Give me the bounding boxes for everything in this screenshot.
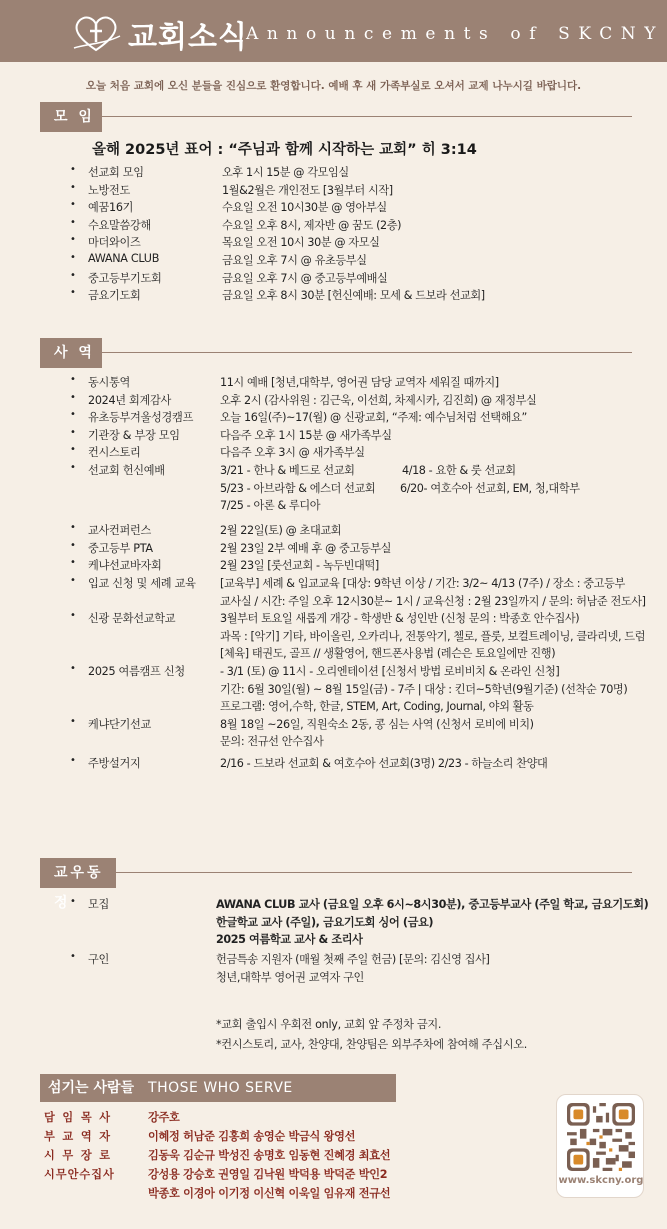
list-item bbox=[70, 575, 660, 593]
item-value: 프로그램: 영어,수학, 한글, STEM, Art, Coding, Journal, 야외 활동 bbox=[220, 700, 534, 714]
item-value: 3월부터 토요일 새롭게 개강 - 학생반 & 성인반 (신청 문의 : 박종호 안수집사) bbox=[220, 612, 580, 626]
item-value: 청년,대학부 영어권 교역자 구인 bbox=[216, 970, 364, 984]
serve-row bbox=[44, 1147, 564, 1166]
item-value: 다음주 오후 1시 15분 @ 새가족부실 bbox=[220, 428, 392, 442]
bullet-icon: • bbox=[70, 287, 76, 299]
list-item bbox=[70, 733, 660, 755]
item-label: 신광 문화선교학교 bbox=[88, 612, 176, 626]
list-item bbox=[70, 199, 660, 217]
list-item bbox=[70, 896, 660, 914]
serve-names: 박종호 이경아 이기정 이신혁 이욱일 임유재 전규선 bbox=[148, 1187, 391, 1200]
list-item bbox=[70, 969, 660, 987]
bullet-icon: • bbox=[70, 444, 76, 456]
bullet-icon: • bbox=[70, 522, 76, 534]
bullet-icon: • bbox=[70, 610, 76, 622]
year-verse: 올해 2025년 표어 : “주님과 함께 시작하는 교회” 히 3:14 bbox=[92, 142, 477, 158]
item-label: AWANA CLUB bbox=[88, 251, 160, 265]
section-divider bbox=[102, 116, 632, 117]
list-item bbox=[70, 628, 660, 646]
bullet-icon: • bbox=[70, 216, 76, 228]
serve-title: 섬기는 사람들 bbox=[48, 1080, 135, 1096]
item-label: 유초등부겨울성경캠프 bbox=[88, 411, 194, 425]
item-value: 2월 22일(토) @ 초대교회 bbox=[220, 524, 342, 538]
item-value: 금요일 오후 7시 @ 중고등부예배실 bbox=[222, 271, 388, 285]
item-value: 수요일 오후 8시, 제자반 @ 꿈도 (2층) bbox=[222, 218, 402, 232]
item-value: 2/16 - 드보라 선교회 & 여호수아 선교회(3명) 2/23 - 하늘소리 찬양대 bbox=[220, 757, 548, 771]
item-value: 목요일 오전 10시 30분 @ 자모실 bbox=[222, 236, 380, 250]
section-title-ministry: 사 역 bbox=[40, 338, 102, 368]
item-value: 2025 여름학교 교사 & 조리사 bbox=[216, 933, 363, 947]
item-value: 7/25 - 아론 & 루디아 bbox=[220, 499, 321, 513]
item-value: 오후 1시 15분 @ 각모임실 bbox=[222, 166, 349, 179]
item-value: 1월&2월은 개인전도 [3월부터 시작] bbox=[222, 183, 393, 197]
item-label: 컨시스토리 bbox=[88, 446, 141, 460]
bullet-icon: • bbox=[70, 409, 76, 421]
list-item bbox=[70, 392, 660, 410]
item-value: 기간: 6월 30일(월) ~ 8월 15일(금) - 7주 | 대상 : 킨더~5학년(9월기준) (선착순 70명) bbox=[220, 682, 628, 696]
list-item bbox=[70, 234, 660, 252]
section-title-members: 교우동정 bbox=[40, 858, 116, 888]
bullet-icon: • bbox=[70, 199, 76, 211]
item-value: [체육] 태권도, 골프 // 생활영어, 핸드폰사용법 (레슨은 토요일에만 진행) bbox=[220, 647, 556, 661]
item-value: 11시 예배 [청년,대학부, 영어권 담당 교역자 세워질 때까지] bbox=[220, 376, 499, 389]
list-item bbox=[70, 593, 660, 611]
bullet-icon: • bbox=[70, 896, 76, 907]
list-item bbox=[70, 951, 660, 969]
section-title-meetings: 모 임 bbox=[40, 102, 102, 132]
list-item bbox=[70, 182, 660, 200]
item-label: 예꿈16기 bbox=[88, 201, 134, 215]
serve-row bbox=[44, 1109, 564, 1128]
list-item bbox=[70, 462, 660, 480]
item-value: 2월 23일 2부 예배 후 @ 중고등부실 bbox=[220, 541, 392, 555]
serve-row bbox=[44, 1185, 564, 1204]
bullet-icon: • bbox=[70, 164, 76, 175]
item-value: 교사실 / 시간: 주일 오후 12시30분~ 1시 / 교육신청 : 2월 23일까지 / 문의: 허남준 전도사] bbox=[220, 594, 646, 608]
serve-header bbox=[40, 1074, 396, 1102]
bullet-icon: • bbox=[70, 715, 76, 727]
list-item bbox=[70, 663, 660, 681]
serve-names: 김동욱 김순규 박성진 송명호 임동현 진혜경 최효선 bbox=[148, 1149, 391, 1162]
list-item bbox=[70, 287, 660, 305]
item-value: 3/21 - 한나 & 베드로 선교회 bbox=[220, 463, 355, 477]
banner-subtitle: Announcements of SKCNY bbox=[246, 24, 665, 44]
item-label: 구인 bbox=[88, 953, 110, 967]
bullet-icon: • bbox=[70, 755, 76, 767]
item-label: 선교회 모임 bbox=[88, 166, 144, 179]
list-item bbox=[70, 557, 660, 575]
item-label: 마더와이즈 bbox=[88, 236, 141, 250]
item-label: 중고등부기도회 bbox=[88, 271, 162, 285]
bullet-icon: • bbox=[70, 951, 76, 963]
welcome-message: 오늘 처음 교회에 오신 분들을 진심으로 환영합니다. 예배 후 새 가족부실로 오셔서 교제 나누시길 바랍니다. bbox=[85, 80, 582, 92]
bullet-icon: • bbox=[70, 574, 76, 586]
list-item bbox=[70, 217, 660, 235]
ministry-list bbox=[70, 374, 660, 773]
item-label: 주방설거지 bbox=[88, 757, 141, 771]
serve-title-en: THOSE WHO SERVE bbox=[148, 1080, 293, 1096]
section-divider bbox=[102, 352, 632, 353]
item-value: 수요일 오전 10시30분 @ 영아부실 bbox=[222, 201, 387, 215]
list-item bbox=[70, 522, 660, 540]
item-label: 케냐선교바자회 bbox=[88, 559, 162, 573]
bullet-icon: • bbox=[70, 269, 76, 281]
item-label: 노방전도 bbox=[88, 183, 131, 197]
item-value: 헌금특송 지원자 (매월 첫째 주일 헌금) [문의: 김신영 집사] bbox=[216, 953, 490, 967]
bullet-icon: • bbox=[70, 426, 76, 438]
item-label: 수요말씀강해 bbox=[88, 218, 152, 232]
item-label: 입교 신청 및 세례 교육 bbox=[88, 576, 196, 590]
members-list bbox=[70, 896, 660, 986]
item-label: 2024년 회계감사 bbox=[88, 393, 172, 407]
qr-code-icon[interactable] bbox=[567, 1103, 635, 1171]
header-banner bbox=[0, 0, 667, 62]
item-value: 한글학교 교사 (주일), 금요기도회 싱어 (금요) bbox=[216, 915, 434, 929]
list-item bbox=[70, 931, 660, 951]
item-value: AWANA CLUB 교사 (금요일 오후 6시~8시30분), 중고등부교사 (주일 학교, 금요기도회) bbox=[216, 898, 649, 911]
item-value: 다음주 오후 3시 @ 새가족부실 bbox=[220, 446, 365, 460]
serve-row bbox=[44, 1166, 564, 1185]
serve-names: 이혜정 허남준 김홍희 송영순 박금식 왕영선 bbox=[148, 1130, 356, 1143]
bullet-icon: • bbox=[70, 251, 76, 263]
item-value: 5/23 - 아브라함 & 에스더 선교회 bbox=[220, 481, 376, 495]
item-label: 동시통역 bbox=[88, 376, 131, 389]
serve-names: 강주호 bbox=[148, 1111, 180, 1124]
list-item bbox=[70, 716, 660, 734]
bullet-icon: • bbox=[70, 539, 76, 551]
item-label: 교사컨퍼런스 bbox=[88, 524, 152, 538]
item-value: 2월 23일 [룻선교회 - 녹두빈대떡] bbox=[220, 559, 379, 573]
list-item bbox=[70, 914, 660, 932]
list-item bbox=[70, 270, 660, 288]
item-label: 기관장 & 부장 모임 bbox=[88, 428, 180, 442]
list-item bbox=[70, 698, 660, 716]
members-notes bbox=[216, 1016, 667, 1056]
item-label: 모집 bbox=[88, 898, 110, 911]
serve-role: 시무장로 bbox=[44, 1149, 118, 1162]
bullet-icon: • bbox=[70, 557, 76, 569]
list-item bbox=[70, 497, 660, 522]
bullet-icon: • bbox=[70, 181, 76, 193]
item-value-secondary: 4/18 - 요한 & 룻 선교회 bbox=[402, 463, 516, 477]
list-item bbox=[70, 252, 660, 270]
list-item bbox=[70, 480, 660, 498]
item-label: 선교회 헌신예배 bbox=[88, 463, 165, 477]
list-item bbox=[70, 681, 660, 699]
note-parking: *교회 출입시 우회전 only, 교회 앞 주정차 금지. bbox=[216, 1018, 442, 1031]
item-value: 오후 2시 (감사위원 : 김근욱, 이선희, 차제시카, 김진희) @ 재정부실 bbox=[220, 393, 537, 407]
serve-role: 시무안수집사 bbox=[44, 1168, 115, 1181]
website-link[interactable]: www.skcny.org bbox=[558, 1175, 644, 1186]
qr-card[interactable] bbox=[556, 1094, 644, 1198]
list-item bbox=[70, 374, 660, 392]
list-item bbox=[70, 645, 660, 663]
list-item bbox=[70, 540, 660, 558]
bullet-icon: • bbox=[70, 374, 76, 385]
section-header-meetings bbox=[40, 102, 632, 132]
note-outside-parking: *컨시스토리, 교사, 찬양대, 찬양팀은 외부주차에 참여해 주십시오. bbox=[216, 1038, 528, 1051]
bullet-icon: • bbox=[70, 391, 76, 403]
section-divider bbox=[116, 872, 632, 873]
bullet-icon: • bbox=[70, 461, 76, 473]
item-value: 금요일 오후 7시 @ 유초등부실 bbox=[222, 253, 367, 267]
serve-role: 담임목사 bbox=[44, 1111, 118, 1124]
list-item bbox=[70, 444, 660, 462]
serve-list bbox=[44, 1109, 564, 1204]
list-item bbox=[70, 610, 660, 628]
meetings-list bbox=[70, 164, 660, 305]
item-label: 중고등부 PTA bbox=[88, 541, 153, 555]
item-value: 과목 : [악기] 기타, 바이올린, 오카리나, 전통악기, 첼로, 플룻, 보컬트레이닝, 클라리넷, 드럼 bbox=[220, 629, 646, 643]
list-item bbox=[70, 409, 660, 427]
item-value: 문의: 전규선 안수집사 bbox=[220, 735, 324, 749]
item-label: 케냐단기선교 bbox=[88, 717, 152, 731]
item-value: - 3/1 (토) @ 11시 - 오리엔테이션 [신청서 방법 로비비치 & 온라인 신청] bbox=[220, 664, 560, 678]
list-item bbox=[70, 755, 660, 773]
church-logo-icon bbox=[70, 12, 122, 56]
list-item bbox=[70, 164, 660, 182]
bullet-icon: • bbox=[70, 234, 76, 246]
banner-title: 교회소식 bbox=[128, 20, 248, 55]
item-label: 금요기도회 bbox=[88, 289, 141, 303]
item-value: 금요일 오후 8시 30분 [헌신예배: 모세 & 드보라 선교회] bbox=[222, 289, 485, 303]
list-item bbox=[70, 427, 660, 445]
item-value: 8월 18일 ~26일, 직원숙소 2동, 콩 심는 사역 (신청서 로비에 비치) bbox=[220, 717, 534, 731]
bullet-icon: • bbox=[70, 662, 76, 674]
serve-role: 부교역자 bbox=[44, 1130, 118, 1143]
item-value-secondary: 6/20- 여호수아 선교회, EM, 청,대학부 bbox=[400, 481, 580, 495]
serve-names: 강성용 강승호 권영일 김낙원 박덕용 박덕준 박인2 bbox=[148, 1168, 388, 1181]
serve-row bbox=[44, 1128, 564, 1147]
item-label: 2025 여름캠프 신청 bbox=[88, 664, 185, 678]
section-header-ministry bbox=[40, 338, 632, 368]
item-value: [교육부] 세례 & 입교교육 [대상: 9학년 이상 / 기간: 3/2~ 4/13 (7주) / 장소 : 중고등부 bbox=[220, 576, 625, 590]
item-value: 오늘 16일(주)~17(월) @ 신광교회, “주제: 예수님처럼 선택해요” bbox=[220, 411, 527, 425]
